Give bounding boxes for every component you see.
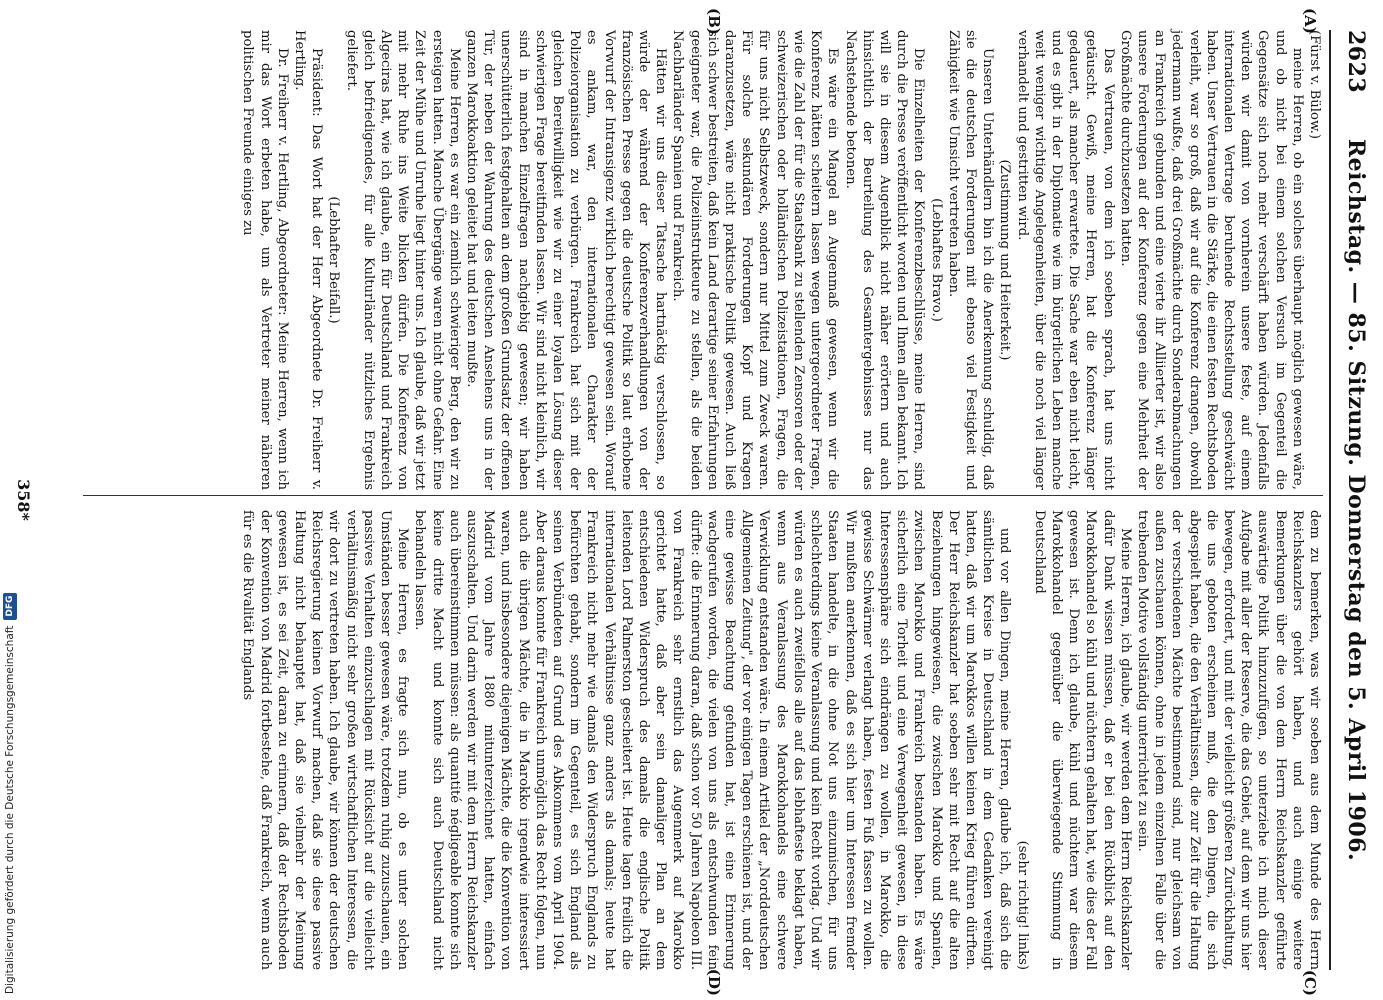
header-rule bbox=[1329, 30, 1331, 970]
paragraph: Es wäre ein Mangel an Augenmaß gewesen, wenn wir die Konferenz hätten scheitern lassen wegen untergeordneter Fragen, wie die Zahl der für die Staatsbank zu stellenden Zensoren oder der schweizerischen oder holländischen Polizeistationen, Fragen, die für uns nicht Selbstzweck, sondern nur Mittel zum Zweck waren. Für solche sekundären Forderungen Kopf und Kragen daranzusetzen, wäre nicht praktische Politik gewesen. Auch ließ sich schwer bestreiten, daß kein Land derartige seiner Erfahrungen geeigneter war, die Polizeiinstrukteure zu stellen, als die beiden Nachbarländer Spanien und Frankreich. bbox=[670, 30, 841, 490]
interjection: (Zustimmung und Heiterkeit.) bbox=[997, 159, 1013, 361]
digitization-text: Digitalisierung gefördert durch die Deutsche Forschungsgemeinschaft bbox=[4, 625, 16, 994]
paragraph: Hätten wir uns dieser Tatsache hartnäckig verschlossen, so würde der während der Konferenzverhandlungen von der französischen Presse gegen die deutsche Politik so laut erhobene Vorwurf der Intransigenz wirklich berechtigt gewesen sein. Worauf es ankam, war, den internationalen Charakter der Polizeiorganisation zu verbürgen. Frankreich hat sich mit der gleichen Bereitwilligkeit wie wir zu einer loyalen Lösung dieser schwierigen Frage bereitfinden lassen. Wir sind nicht kleinlich, wir sind in manchen Einzelfragen nachgiebig gewesen; wir haben unerschütterlich festgehalten an dem großen Grundsatz der offenen Tür, der neben der Wahrung des deutschen Ansehens uns in der ganzen Marokkoaktion geleitet hat und leiten mußte. bbox=[464, 30, 669, 490]
left-column bbox=[239, 30, 1323, 490]
margin-letter-a: (A) bbox=[1301, 8, 1319, 34]
paragraph: Die Einzelheiten der Konferenzbeschlüsse, meine Herren, sind durch die Presse veröffentlicht worden und Ihnen allen bekannt. Ich will sie in diesem Augenblick nicht näher erörtern und auch hinsichtlich der Beurteilung des Gesamtergebnisses nur das Nachstehende betonen. bbox=[842, 30, 927, 490]
paragraph: Präsident: Das Wort hat der Herr Abgeordnete Dr. Freiherr v. Hertling. bbox=[292, 30, 325, 490]
column-divider bbox=[83, 495, 1323, 496]
running-title: Reichstag. — 85. Sitzung. Donnerstag den 5. April 1906. bbox=[1343, 138, 1369, 862]
margin-letter-b: (B) bbox=[705, 8, 723, 35]
digitization-note bbox=[1, 0, 19, 1000]
signature-mark: 358* bbox=[14, 479, 33, 521]
paragraph: Meine Herren, es fragte sich nun, ob es unter solchen Umständen besser gewesen wäre, trotzdem ruhig zuzuschauen, ein passives Verhalten einzuschlagen mit Rücksicht auf die vielleicht verhältnismäßig nicht sehr großen wirtschaftlichen Interessen, die wir dort zu vertreten haben. Ich glaube, wir können der deutschen Reichsregierung keinen Vorwurf machen, daß sie diese passive Haltung nicht behauptet hat, daß sie vielmehr der Meinung gewesen ist, es sei Zeit, daran zu erinnern, daß der Rechtsboden der Konvention von Madrid fortbestehe, daß Frankreich, wenn auch für es die Rivalität Englands bbox=[240, 510, 411, 970]
speaker-line: (Fürst v. Bülow.) bbox=[1307, 30, 1322, 140]
right-column bbox=[239, 510, 1323, 970]
interjection: (Lebhaftes Bravo.) bbox=[928, 198, 944, 322]
paragraph: Das Vertrauen, von dem ich soeben sprach, hat uns nicht getäuscht. Gewiß, meine Herren, hat die Konferenz länger gedauert, als mancher erwartete. Die Sache war eben nicht leicht, und es gibt in der Diplomatie wie im bürgerlichen Leben manche weit weniger wichtige Angelegenheiten, über die noch viel länger verhandelt und gestritten wird. bbox=[1014, 30, 1116, 490]
paragraph: meine Herren, ob ein solches überhaupt möglich gewesen wäre, und ob nicht bei einem solchen Versuch im Gegenteil die Gegensätze sich noch mehr verschärft haben würden. Jedenfalls würden wir damit von vornherein unsere feste, auf einem internationalen Vertrage beruhende Rechtsstellung geschwächt haben. Unser Vertrauen in die Stärke, die einen festen Rechtsboden verleiht, war so groß, daß wir auf die Konferenz drangen, obwohl jedermann wußte, daß drei Großmächte durch Sonderabmachungen an Frankreich gebunden und eine vierte ihr Alliierter ist, wir also unsere Forderungen auf der Konferenz gegen eine Mehrheit der Großmächte durchzusetzen hatten. bbox=[1117, 30, 1305, 490]
interjection: (sehr richtig! links) bbox=[1014, 840, 1030, 970]
paragraph: dem zu bemerken, was wir soeben aus dem Munde des Herrn Reichskanzlers gehört haben, und auch einige weitere Bemerkungen über die von dem Herrn Reichskanzler geführte auswärtige Politik hinzuzufügen, so unterziehe ich mich dieser Aufgabe mit aller der Reserve, die das Gebiet, auf dem wir uns hier bewegen, erfordert, und mit der vielleicht größeren Zurückhaltung, die uns geboten erscheinen muß, die den Dingen, die sich abgespielt haben, die den Verhältnissen, die zur Zeit für die Haltung der verschiedenen Mächte bestimmend sind, nur gleichsam von außen zuschauen können, ohne in jedem einzelnen Falle über die treibenden Motive vollständig unterrichtet zu sein. bbox=[1134, 510, 1322, 970]
interjection: (Lebhafter Beifall.) bbox=[326, 196, 342, 324]
page-header bbox=[1335, 0, 1375, 1000]
page-number: 2623 bbox=[1343, 30, 1369, 94]
paragraph: Unseren Unterhändlern bin ich die Anerkennung schuldig, daß sie die deutschen Forderungen mit ebenso viel Festigkeit und Zähigkeit wie Umsicht vertreten haben. bbox=[945, 30, 996, 490]
dfg-logo: DFG bbox=[3, 593, 17, 620]
margin-letter-d: (D) bbox=[705, 968, 723, 996]
paragraph: Meine Herren, ich glaube, wir werden dem Herrn Reichskanzler dafür Dank wissen müssen, daß er bei den Rückblick auf den Marokkohandel so kühl und nüchtern gehalten hat, wie dies der Fall gewesen ist. Denn ich glaube, kühl und nüchtern war diesem Marokkohandel gegenüber die überwiegende Stimmung in Deutschland bbox=[1031, 510, 1133, 970]
paragraph: Meine Herren, es war ein ziemlich schwieriger Berg, den wir zu ersteigen hatten. Manche Übergänge waren nicht ohne Gefahr. Eine Zeit der Mühe und Unruhe liegt hinter uns. Ich glaube, daß wir jetzt mit mehr Ruhe ins Weite blicken dürfen. Die Konferenz von Algeciras hat, wie ich glaube, ein für Deutschland und Frankreich gleich befriedigendes, für alle Kulturländer nützliches Ergebnis geliefert. bbox=[343, 30, 462, 490]
margin-letter-c: (C) bbox=[1301, 969, 1319, 996]
paragraph: und vor allen Dingen, meine Herren, glaube ich, daß sich die sämtlichen Kreise in Deutschland in dem Gedanken vereinigt hatten, daß wir um Marokkos willen keinen Krieg führen dürften. Der Herr Reichskanzler hat soeben sehr mit Recht auf die alten Beziehungen hingewiesen, die zwischen Marokko und Spanien, zwischen Marokko und Frankreich bestanden haben. Es wäre sicherlich eine Torheit und eine Verwegenheit gewesen, in diese Interessensphäre sich eindrängen zu wollen, in Marokko, die gewisse Schwärmer verlangt haben, festen Fuß fassen zu wollen. Wir mußten anerkennen, daß es sich hier um Interessen fremder Staaten handelte, in die ohne Not uns einzumischen, für uns schlechterdings keine Veranlassung und kein Recht vorlag. Und wir würden es auch zweifellos alle auf das lebhafteste beklagt haben, wenn aus Veranlassung des Marokkohandels eine schwere Verwicklung entstanden wäre. In einem Artikel der „Norddeutschen Allgemeinen Zeitung", der vor einigen Tagen erschienen ist, und der eine gewisse Beachtung gefunden hat, ist eine Erinnerung wachgerufen worden, die vielen von uns als entschwunden fein dürfte: die Erinnerung daran, daß schon vor 50 Jahren Napoleon III. von Frankreich sehr ernstlich das Augenmerk auf Marokko gerichtet hatte, daß aber sein damaliger Plan an dem entschiedenen Widerspruch des damals die englische Politik leitenden Lord Palmerston gescheitert ist. Heute lagen freilich die internationalen Verhältnisse ganz anders als damals; heute hat Frankreich nicht mehr wie damals den Widerspruch Englands zu befürchten gehabt, sondern im Gegenteil, es sich England als seinen Verbündeten auf Grund des Abkommens vom April 1904. Aber daraus konnte für Frankreich unmöglich das Recht folgen, nun auch die übrigen Mächte, die in Marokko irgendwie interessiert waren, und insbesondere diejenigen Mächte, die die Konvention von Madrid vom Jahre 1880 mitunterzeichnet hatten, einfach auszuschalten. Und darin werden wir mit dem Herrn Reichskanzler auch übereinstimmen müssen: als quantité négligeable konnte sich keine dritte Macht und konnte sich auch Deutschland nicht behandeln lassen. bbox=[412, 510, 1013, 970]
paragraph: Dr. Freiherr v. Hertling, Abgeordneter: Meine Herren, wenn ich mir das Wort erbeten habe, um als Vertreter meiner näheren politischen Freunde einiges zu bbox=[240, 30, 290, 490]
